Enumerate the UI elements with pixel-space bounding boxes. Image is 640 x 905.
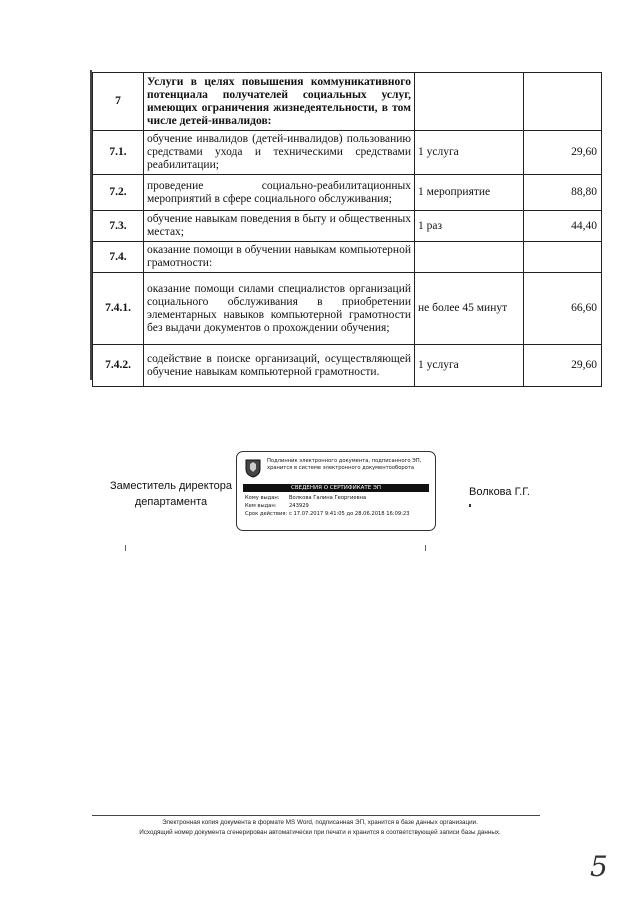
electronic-signature-stamp: [236, 451, 436, 531]
stamp-issued-to: [245, 495, 431, 502]
price-cell: 88,80: [524, 175, 602, 211]
footer-note-number: Исходящий номер документа сгенерирован автоматически при печати и хранится в соответствующей записи базы данных.: [139, 829, 501, 836]
service-description: оказание помощи силами специалистов организаций социального обслуживания в приобретении элементарных навыков компьютерной грамотности без выдачи документов о прохождении обучения;: [144, 273, 415, 345]
unit-cell: [415, 242, 524, 273]
row-number: 7: [93, 73, 144, 131]
stamp-validity: [245, 511, 431, 518]
service-description: оказание помощи в обучении навыкам компьютерной грамотности:: [144, 242, 415, 273]
unit-cell: [415, 73, 524, 131]
table-row: [93, 273, 602, 345]
price-cell: 29,60: [524, 131, 602, 175]
unit-cell: 1 услуга: [415, 131, 524, 175]
table-row-header: [93, 73, 602, 131]
table-row: [93, 211, 602, 242]
coat-of-arms-icon: [244, 458, 262, 478]
footer-note-storage: Электронная копия документа в формате MS Word, подписанная ЭП, хранится в базе данных организации.: [162, 819, 478, 826]
validity-value: с 17.07.2017 9:41:05 до 28.06.2018 16:09:23: [289, 511, 410, 517]
table-row: [93, 242, 602, 273]
stamp-header: Подлинник электронного документа, подписанного ЭП, хранится в системе электронного документооборота: [267, 458, 422, 471]
service-description: содействие в поиске организаций, осуществляющей обучение навыкам компьютерной грамотности.: [144, 345, 415, 387]
price-cell: [524, 242, 602, 273]
service-description: проведение социально-реабилитационных мероприятий в сфере социального обслуживания;: [144, 175, 415, 211]
service-description: обучение навыкам поведения в быту и общественных местах;: [144, 211, 415, 242]
scan-mark: [125, 545, 126, 551]
pen-mark: [469, 504, 471, 507]
row-number: 7.4.1.: [93, 273, 144, 345]
row-number: 7.2.: [93, 175, 144, 211]
scan-mark: [425, 545, 426, 551]
unit-cell: 1 раз: [415, 211, 524, 242]
unit-cell: 1 услуга: [415, 345, 524, 387]
issued-by-label: Кем выдан:: [245, 503, 277, 509]
row-number: 7.3.: [93, 211, 144, 242]
issued-to-label: Кому выдан:: [245, 495, 280, 501]
validity-label: Срок действия:: [245, 511, 288, 517]
row-number: 7.4.: [93, 242, 144, 273]
price-cell: 29,60: [524, 345, 602, 387]
price-cell: [524, 73, 602, 131]
row-number: 7.1.: [93, 131, 144, 175]
signer-name: Волкова Г.Г.: [469, 486, 530, 498]
unit-cell: не более 45 минут: [415, 273, 524, 345]
certificate-title: СВЕДЕНИЯ О СЕРТИФИКАТЕ ЭП: [243, 484, 429, 492]
price-cell: 44,40: [524, 211, 602, 242]
stamp-issued-by: [245, 503, 431, 510]
issued-to-value: Волкова Галина Георгиевна: [289, 495, 367, 501]
section-title: Услуги в целях повышения коммуникативного потенциала получателей социальных услуг, имеющих ограничения жизнедеятельности, в том числе детей-инвалидов:: [144, 73, 415, 131]
service-description: обучение инвалидов (детей-инвалидов) пользованию средствами ухода и техническими средствами реабилитации;: [144, 131, 415, 175]
issued-by-value: 243929: [289, 503, 309, 509]
page-number: 5: [590, 850, 608, 883]
table-row: [93, 345, 602, 387]
table-row: [93, 175, 602, 211]
row-number: 7.4.2.: [93, 345, 144, 387]
footer-divider: [92, 815, 540, 816]
table-row: [93, 131, 602, 175]
signer-position: Заместитель директора департамента: [110, 480, 232, 508]
price-cell: 66,60: [524, 273, 602, 345]
unit-cell: 1 мероприятие: [415, 175, 524, 211]
services-price-table: [92, 72, 602, 387]
